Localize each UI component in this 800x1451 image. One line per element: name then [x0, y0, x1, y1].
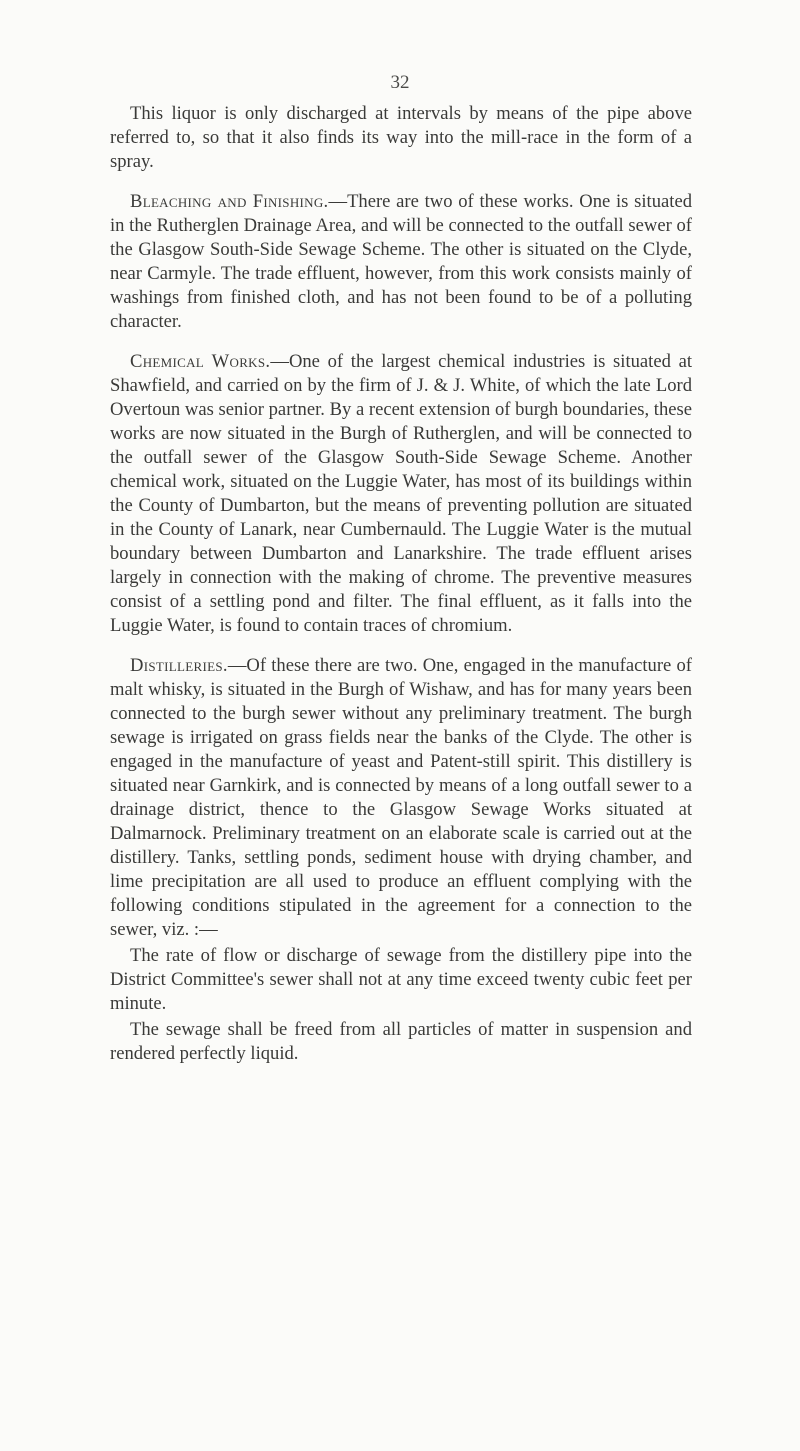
paragraph-text: This liquor is only discharged at intervals by means of the pipe above referred to, so that it also finds its way into the mill-race in the form of a spray. — [110, 103, 692, 172]
paragraph-chemical-works — [110, 350, 692, 638]
paragraph-bleaching-finishing — [110, 190, 692, 334]
paragraph-text: —Of these there are two. One, engaged in the manufacture of malt whisky, is situated in the Burgh of Wishaw, and has for many years been connected to the burgh sewer without any preliminary treatment. The burgh sewage is irrigated on grass fields near the banks of the Clyde. The other is engaged in the manufacture of yeast and Patent-still spirit. This distillery is situated near Garnkirk, and is connected by means of a long outfall sewer to a drainage district, thence to the Glasgow Sewage Works situated at Dalmarnock. Preliminary treatment on an elaborate scale is carried out at the distillery. Tanks, settling ponds, sediment house with drying chamber, and lime precipitation are all used to produce an effluent complying with the following conditions stipulated in the agreement for a connection to the sewer, viz. :— — [110, 655, 692, 940]
paragraph-text: —One of the largest chemical industries is situated at Shawfield, and carried on by the firm of J. & J. White, of which the late Lord Overtoun was senior partner. By a recent extension of burgh boundaries, these works are now situated in the Burgh of Rutherglen, and will be connected to the outfall sewer of the Glasgow South-Side Sewage Scheme. Another chemical work, situated on the Luggie Water, has most of its buildings within the County of Dumbarton, but the means of preventing pollution are situated in the County of Lanark, near Cumbernauld. The Luggie Water is the mutual boundary between Dumbarton and Lanarkshire. The trade effluent arises largely in connection with the making of chrome. The preventive measures consist of a settling pond and filter. The final effluent, as it falls into the Luggie Water, is found to contain traces of chromium. — [110, 351, 692, 636]
text-body — [110, 102, 692, 1066]
paragraph-liquor-discharge — [110, 102, 692, 174]
paragraph-condition-suspension — [110, 1018, 692, 1066]
paragraph-text: The sewage shall be freed from all particles of matter in suspension and rendered perfectly liquid. — [110, 1019, 692, 1064]
section-heading: Distilleries. — [130, 655, 228, 676]
section-heading: Chemical Works. — [130, 351, 271, 372]
paragraph-text: The rate of flow or discharge of sewage from the distillery pipe into the District Committee's sewer shall not at any time exceed twenty cubic feet per minute. — [110, 945, 692, 1014]
page-number: 32 — [390, 72, 410, 93]
paragraph-distilleries — [110, 654, 692, 942]
paragraph-condition-flow-rate — [110, 944, 692, 1016]
paragraph-text: —There are two of these works. One is situated in the Rutherglen Drainage Area, and will be connected to the outfall sewer of the Glasgow South-Side Sewage Scheme. The other is situated on the Clyde, near Carmyle. The trade effluent, however, from this work consists mainly of washings from finished cloth, and has not been found to be of a polluting character. — [110, 191, 692, 332]
section-heading: Bleaching and Finishing. — [130, 191, 329, 212]
